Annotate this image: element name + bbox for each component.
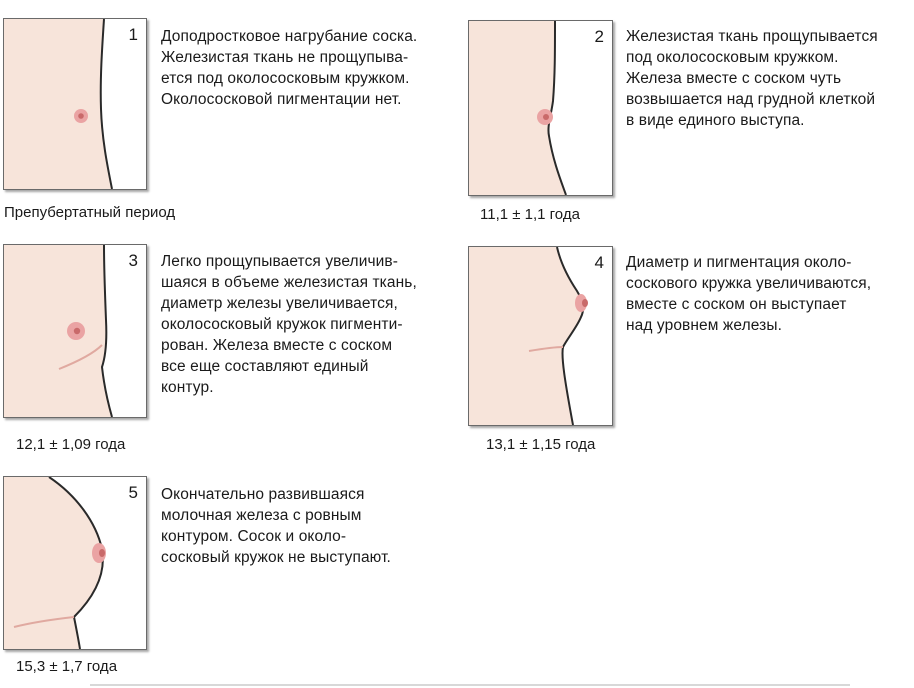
stage-2-line: под околососковым кружком. [626, 49, 839, 66]
stage-3-number: 3 [128, 251, 138, 270]
stage-2-line: возвышается над грудной клеткой [626, 91, 876, 108]
stage-4-drawing [469, 247, 612, 425]
stage-4-description [626, 252, 871, 336]
stage-2-line: Железа вместе с соском чуть [626, 70, 842, 87]
stage-3-line: Легко прощупывается увеличив- [161, 253, 398, 270]
stage-4-illustration [468, 246, 613, 426]
stage-2-drawing [469, 21, 612, 195]
stage-1-line: Околососковой пигментации нет. [161, 91, 402, 108]
stage-5-line: сосковый кружок не выступают. [161, 549, 391, 566]
stage-3-line: околососковый кружок пигменти- [161, 316, 403, 333]
stage-3-line: шаяся в объеме железистая ткань, [161, 274, 417, 291]
stage-2-number: 2 [594, 27, 604, 46]
stage-1-line: Доподростковое нагрубание соска. [161, 28, 418, 45]
stage-5-number: 5 [128, 483, 138, 502]
stage-4-number: 4 [594, 253, 604, 272]
stage-5-illustration [3, 476, 147, 650]
stage-5-caption: 15,3 ± 1,7 года [16, 658, 118, 675]
stage-5-line: молочная железа с ровным [161, 507, 362, 524]
stage-1-line: Железистая ткань не прощупыва- [161, 49, 409, 66]
stage-2-caption: 11,1 ± 1,1 года [480, 206, 580, 223]
stage-3-line: все еще составляют единый [161, 358, 369, 375]
stage-1-caption: Препубертатный период [4, 204, 176, 221]
stage-3-line: контур. [161, 379, 214, 396]
stage-4-line: Диаметр и пигментация около- [626, 254, 852, 271]
stage-5-line: Окончательно развившаяся [161, 486, 365, 503]
stage-4-caption: 13,1 ± 1,15 года [486, 436, 596, 453]
stage-2-line: Железистая ткань прощупывается [626, 28, 878, 45]
stage-4-line: соскового кружка увеличиваются, [626, 275, 872, 292]
stage-5-drawing [4, 477, 146, 649]
stage-3-illustration [3, 244, 147, 418]
stage-1-description [161, 26, 417, 110]
stage-3-caption: 12,1 ± 1,09 года [16, 436, 126, 453]
stage-3-description [161, 251, 417, 398]
stage-2-description [626, 26, 878, 131]
stage-2-illustration [468, 20, 613, 196]
stage-1-drawing [4, 19, 146, 189]
stage-1-illustration [3, 18, 147, 190]
stage-5-description [161, 484, 391, 568]
bottom-rule [90, 684, 850, 686]
stage-1-number: 1 [128, 25, 138, 44]
stage-3-drawing [4, 245, 146, 417]
stage-5-line: контуром. Сосок и около- [161, 528, 347, 545]
stage-3-line: рован. Железа вместе с соском [161, 337, 393, 354]
stage-3-line: диаметр железы увеличивается, [161, 295, 398, 312]
stage-4-line: вместе с соском он выступает [626, 296, 847, 313]
stage-1-line: ется под околососковым кружком. [161, 70, 410, 87]
stage-2-line: в виде единого выступа. [626, 112, 805, 129]
stage-4-line: над уровнем железы. [626, 317, 782, 334]
